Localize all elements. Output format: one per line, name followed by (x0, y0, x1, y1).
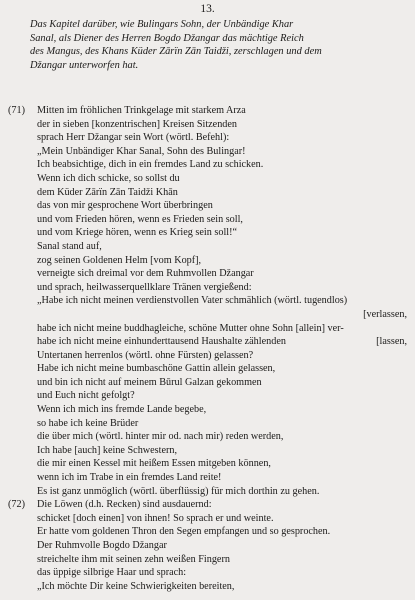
verse-text: Mitten im fröhlichen Trinkgelage mit starkem Arza (37, 105, 246, 116)
verse-text: habe ich nicht meine buddhagleiche, schöne Mutter ohne Sohn [allein] ver- (37, 322, 344, 334)
verse-line (0, 457, 415, 471)
verse-line (0, 281, 415, 295)
verse-text: Es ist ganz unmöglich (wörtl. überflüssig) für mich dorthin zu gehen. (37, 485, 320, 497)
verse-line (0, 145, 415, 159)
verse-text: und bin ich nicht auf meinem Būrul Galzan gekommen (37, 376, 262, 388)
verse-text: und vom Kriege hören, wenn es Krieg sein soll!“ (37, 227, 238, 239)
verse-line (0, 308, 415, 322)
verse-text: Er hatte vom goldenen Thron den Segen empfangen und so gesprochen. (37, 526, 331, 538)
stanza-number: (71) (8, 105, 25, 116)
verse-text: dem Küder Zārïn Zān Taidži Khān (37, 186, 178, 198)
verse-text: „Ich möchte Dir keine Schwierigkeiten bereiten, (37, 580, 235, 592)
verse-line (0, 267, 415, 281)
verse-line (0, 566, 415, 580)
verse-line (0, 349, 415, 363)
verse-line (0, 172, 415, 186)
verse-text: Die Löwen (d.h. Recken) sind ausdauernd: (37, 499, 212, 511)
verse-line (0, 580, 415, 594)
heading-line: Sanal, als Diener des Herren Bogdo Džangar das mächtige Reich (30, 32, 304, 44)
verse-text: „Habe ich nicht meinen verdienstvollen Vater schmählich (wörtl. tugendlos) (37, 295, 348, 307)
verse-line (0, 485, 415, 499)
verse-text: zog seinen Goldenen Helm [vom Kopf], (37, 254, 202, 266)
verse-line (0, 403, 415, 417)
verse-line (0, 362, 415, 376)
verse-text: Wenn ich dich schicke, so sollst du (37, 172, 180, 184)
verse-line (0, 294, 415, 308)
verse-text: Habe ich nicht meine bumbaschöne Gattin allein gelassen, (37, 363, 276, 375)
verse-line (0, 322, 415, 336)
verse-line (0, 525, 415, 539)
verse-line (0, 512, 415, 526)
verse-text: die mir einen Kessel mit heißem Essen mitgeben können, (37, 458, 271, 470)
verse-text: das üppige silbrige Haar und sprach: (37, 567, 187, 579)
verse-line (0, 444, 415, 458)
verse-text: Der Ruhmvolle Bogdo Džangar (37, 540, 167, 551)
verse-line (0, 186, 415, 200)
verse-text: Untertanen herrenlos (wörtl. ohne Fürsten) gelassen? (37, 349, 254, 361)
verse-text: so habe ich keine Brüder (37, 417, 139, 429)
verse-line (0, 118, 415, 132)
verse-text: das von mir gesprochene Wort überbringen (37, 200, 213, 212)
verse-line (0, 430, 415, 444)
verse-line (0, 254, 415, 268)
stanza-number: (72) (8, 499, 25, 511)
heading-line: des Mangus, des Khans Küder Zārïn Zān Taidži, zerschlagen und dem (30, 46, 322, 58)
verse-line (0, 131, 415, 145)
chapter-heading (30, 18, 400, 72)
verse-text: wenn ich im Trabe in ein fremdes Land reite! (37, 472, 222, 484)
verse-text: verneigte sich dreimal vor dem Ruhmvollen Džangar (37, 268, 254, 280)
verse-text: die über mich (wörtl. hinter mir od. nach mir) reden werden, (37, 431, 284, 443)
verse-text: streichelte ihm mit seinen zehn weißen Fingern (37, 553, 230, 565)
verse-text: Sanal stand auf, (37, 240, 102, 252)
chapter-number: 13. (200, 3, 215, 15)
heading-line: Džangar unterworfen hat. (30, 59, 139, 71)
verse-text: und sprach, heilwasserquellklare Tränen vergießend: (37, 281, 252, 293)
verse-continuation: [verlassen, (363, 308, 407, 320)
verse-line (0, 213, 415, 227)
verse-body (0, 104, 415, 593)
verse-line (0, 417, 415, 431)
verse-text: und Euch nicht gefolgt? (37, 390, 135, 402)
verse-line (0, 226, 415, 240)
heading-line: Das Kapitel darüber, wie Bulingars Sohn, der Unbändige Khar (30, 19, 294, 30)
verse-line (0, 553, 415, 567)
verse-line (0, 104, 415, 118)
verse-text: „Mein Unbändiger Khar Sanal, Sohn des Bulingar! (37, 145, 246, 157)
verse-text: Ich habe [auch] keine Schwestern, (37, 444, 178, 456)
verse-line (0, 376, 415, 390)
verse-line (0, 199, 415, 213)
verse-line (0, 240, 415, 254)
verse-text: Wenn ich mich ins fremde Lande begebe, (37, 404, 207, 416)
verse-text: Ich beabsichtige, dich in ein fremdes Land zu schicken. (37, 159, 264, 171)
verse-line (0, 158, 415, 172)
verse-line (0, 335, 415, 349)
verse-line (0, 389, 415, 403)
verse-text: sprach Herr Džangar sein Wort (wörtl. Befehl): (37, 132, 230, 144)
verse-text: schicket [doch einen] von ihnen! So sprach er und weinte. (37, 512, 274, 524)
verse-line (0, 471, 415, 485)
verse-line (0, 539, 415, 553)
verse-line (0, 498, 415, 512)
verse-text: und vom Frieden hören, wenn es Frieden sein soll, (37, 213, 243, 225)
verse-text: der in sieben [konzentrischen] Kreisen Sitzenden (37, 118, 237, 130)
verse-continuation: [lassen, (376, 336, 407, 348)
verse-text: habe ich nicht meine einhunderttausend Haushalte zählenden (37, 336, 286, 348)
